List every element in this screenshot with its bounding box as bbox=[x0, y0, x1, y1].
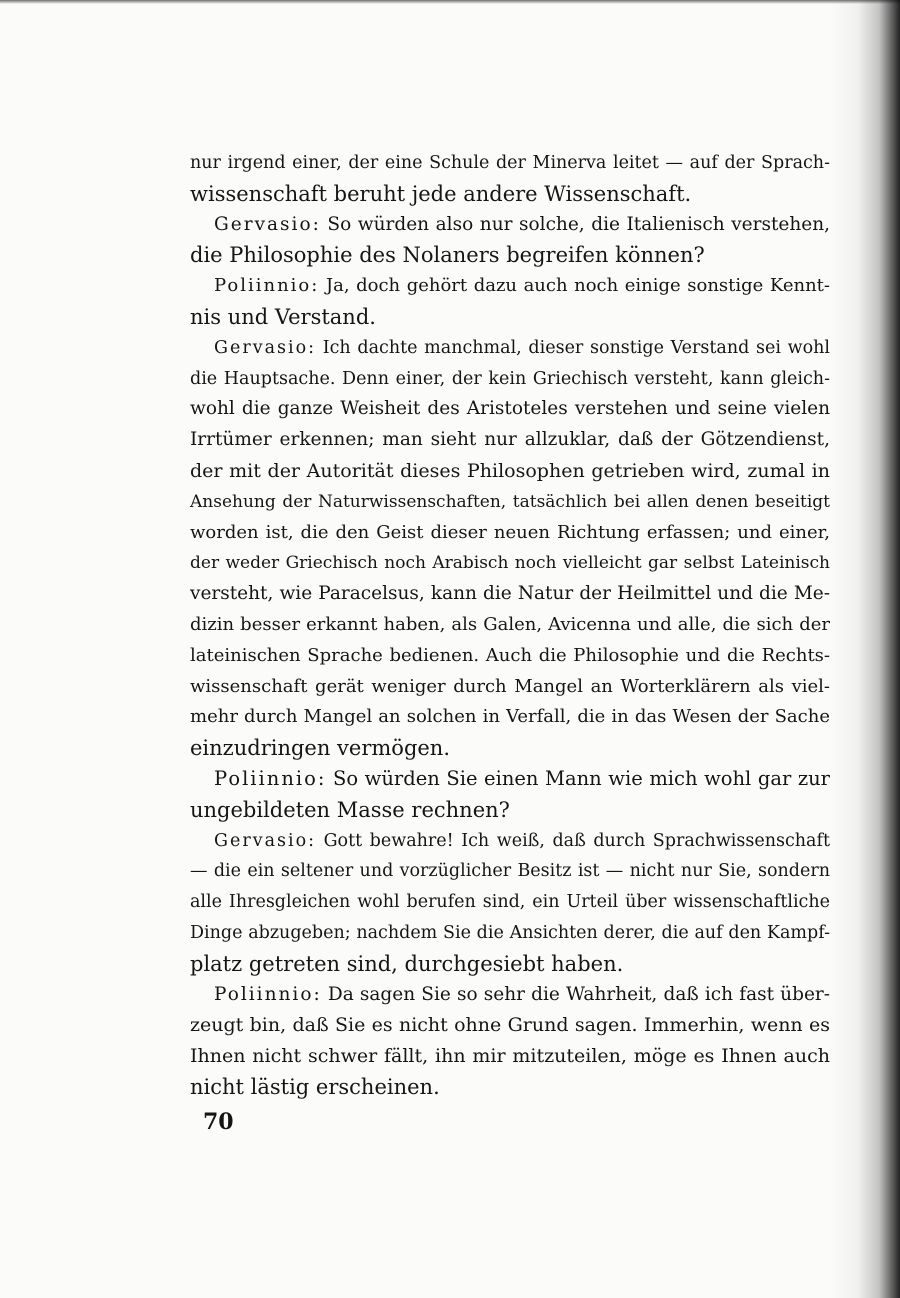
text-line bbox=[190, 672, 830, 703]
text-line bbox=[190, 456, 830, 487]
text-line bbox=[190, 856, 830, 887]
line-text: Da sagen Sie so sehr die Wahrheit, daß ich fast über- bbox=[321, 983, 830, 1005]
line-text: lateinischen Sprache bedienen. Auch die Philosophie und die Rechts- bbox=[190, 644, 830, 666]
scan-binding-shadow bbox=[830, 0, 900, 1298]
text-line bbox=[190, 733, 830, 764]
line-text: ungebildeten Masse rechnen? bbox=[190, 797, 510, 822]
speaker-name: Gervasio: bbox=[214, 213, 321, 235]
line-text: die Hauptsache. Denn einer, der kein Griechisch versteht, kann gleich- bbox=[190, 368, 830, 389]
line-text: zeugt bin, daß Sie es nicht ohne Grund sagen. Immerhin, wenn es bbox=[190, 1014, 830, 1037]
line-text: platz getreten sind, durchgesiebt haben. bbox=[190, 951, 624, 976]
text-line bbox=[190, 518, 830, 549]
line-text: — die ein seltener und vorzüglicher Besitz ist — nicht nur Sie, sondern bbox=[190, 861, 830, 882]
line-text: der weder Griechisch noch Arabisch noch vielleicht gar selbst Lateinisch bbox=[190, 553, 830, 574]
line-text: Ja, doch gehört dazu auch noch einige sonstige Kennt- bbox=[319, 275, 830, 297]
text-line bbox=[190, 918, 830, 949]
text-line bbox=[190, 795, 830, 826]
line-text: Ihnen nicht schwer fällt, ihn mir mitzuteilen, möge es Ihnen auch bbox=[190, 1045, 830, 1068]
line-text: Dinge abzugeben; nachdem Sie die Ansichten derer, die auf den Kampf- bbox=[190, 922, 830, 943]
line-text: einzudringen vermögen. bbox=[190, 736, 451, 761]
text-line bbox=[190, 980, 830, 1011]
text-line bbox=[190, 240, 830, 271]
text-line bbox=[190, 641, 830, 672]
line-text: Ich dachte manchmal, dieser sonstige Verstand sei wohl bbox=[316, 337, 830, 358]
line-text: wohl die ganze Weisheit des Aristoteles verstehen und seine vielen bbox=[190, 398, 830, 420]
text-line bbox=[190, 210, 830, 241]
text-line bbox=[190, 826, 830, 857]
speaker-name: Poliinnio: bbox=[214, 983, 322, 1005]
text-line bbox=[190, 271, 830, 302]
text-line bbox=[190, 302, 830, 333]
text-line bbox=[190, 148, 830, 179]
line-text: worden ist, die den Geist dieser neuen Richtung erfassen; und einer, bbox=[190, 521, 830, 543]
text-line bbox=[190, 579, 830, 610]
line-text: nicht lästig erscheinen. bbox=[190, 1074, 440, 1099]
text-line bbox=[190, 764, 830, 795]
line-text: Gott bewahre! Ich weiß, daß durch Sprachwissenschaft bbox=[316, 830, 830, 851]
page-number: 70 bbox=[203, 1109, 234, 1135]
line-text: die Philosophie des Nolaners begreifen können? bbox=[190, 243, 705, 268]
line-text: dizin besser erkannt haben, als Galen, Avicenna und alle, die sich der bbox=[190, 613, 830, 635]
text-line bbox=[190, 1072, 830, 1103]
speaker-name: Poliinnio: bbox=[214, 766, 327, 790]
line-text: mehr durch Mangel an solchen in Verfall, die in das Wesen der Sache bbox=[190, 706, 830, 728]
text-line bbox=[190, 548, 830, 579]
line-text: wissenschaft gerät weniger durch Mangel an Worterklärern als viel- bbox=[190, 675, 830, 697]
text-line bbox=[190, 425, 830, 456]
line-text: So würden Sie einen Mann wie mich wohl gar zur bbox=[326, 766, 830, 790]
text-line bbox=[190, 610, 830, 641]
text-line bbox=[190, 179, 830, 210]
text-line bbox=[190, 702, 830, 733]
line-text: wissenschaft beruht jede andere Wissenschaft. bbox=[190, 181, 692, 206]
body-text bbox=[190, 148, 830, 1103]
text-line bbox=[190, 1041, 830, 1072]
line-text: Irrtümer erkennen; man sieht nur allzuklar, daß der Götzendienst, bbox=[190, 429, 830, 451]
scan-top-edge bbox=[0, 0, 900, 4]
speaker-name: Gervasio: bbox=[214, 830, 317, 851]
line-text: nur irgend einer, der eine Schule der Minerva leitet — auf der Sprach- bbox=[190, 153, 830, 173]
text-line bbox=[190, 394, 830, 425]
text-line bbox=[190, 364, 830, 395]
text-line bbox=[190, 887, 830, 918]
text-line bbox=[190, 949, 830, 980]
text-line bbox=[190, 487, 830, 518]
line-text: der mit der Autorität dieses Philosophen getrieben wird, zumal in bbox=[190, 459, 830, 482]
speaker-name: Gervasio: bbox=[214, 337, 317, 358]
speaker-name: Poliinnio: bbox=[214, 275, 320, 297]
line-text: versteht, wie Paracelsus, kann die Natur der Heilmittel und die Me- bbox=[190, 583, 830, 605]
line-text: nis und Verstand. bbox=[190, 304, 376, 329]
text-line bbox=[190, 1010, 830, 1041]
line-text: So würden also nur solche, die Italienisch verstehen, bbox=[320, 213, 830, 235]
line-text: alle Ihresgleichen wohl berufen sind, ein Urteil über wissenschaftliche bbox=[190, 892, 830, 913]
text-line bbox=[190, 333, 830, 364]
line-text: Ansehung der Naturwissenschaften, tatsächlich bei allen denen beseitigt bbox=[190, 491, 830, 512]
